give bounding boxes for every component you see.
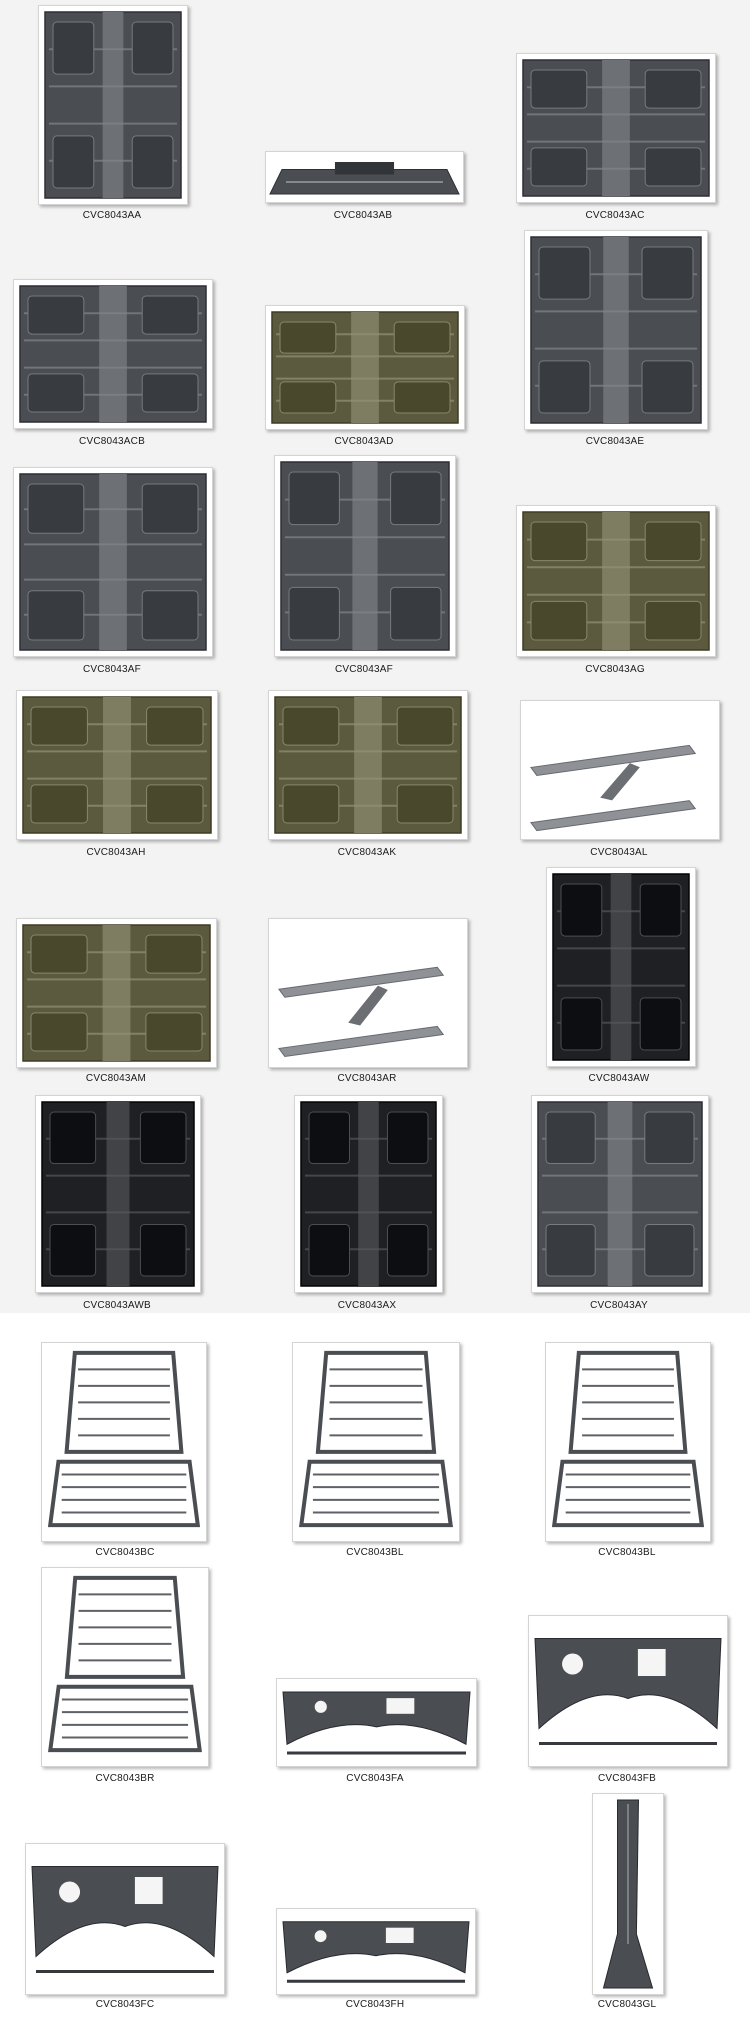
product-image[interactable] [516,53,716,203]
product-sku[interactable]: CVC8043AE [585,436,645,447]
product-image[interactable] [592,1793,664,1995]
product-image[interactable] [294,1095,443,1293]
product-image[interactable] [16,690,218,840]
product-sku[interactable]: CVC8043AA [82,210,142,221]
product-image[interactable] [268,918,468,1068]
product-sku[interactable]: CVC8043GL [597,1999,657,2010]
product-image[interactable] [524,230,708,430]
product-image[interactable] [545,1342,711,1542]
product-image[interactable] [16,918,217,1068]
product-sku[interactable]: CVC8043AR [337,1073,397,1084]
part-illustration [42,1568,208,1766]
product-sku[interactable]: CVC8043AH [86,847,146,858]
part-illustration [532,1096,708,1292]
part-illustration [529,1616,727,1766]
product-sku[interactable]: CVC8043AWB [83,1300,151,1311]
product-sku[interactable]: CVC8043AG [585,664,645,675]
product-image[interactable] [276,1678,477,1767]
part-illustration [14,468,212,656]
product-sku[interactable]: CVC8043AY [590,1300,648,1311]
product-image[interactable] [41,1342,207,1542]
product-image[interactable] [520,700,720,840]
product-image[interactable] [265,151,464,203]
part-illustration [547,868,695,1066]
product-image[interactable] [268,690,468,840]
part-illustration [266,306,464,429]
part-illustration [277,1909,475,1994]
product-image[interactable] [35,1095,201,1293]
product-image[interactable] [546,867,696,1067]
part-illustration [521,701,719,839]
product-image[interactable] [274,455,456,657]
product-image[interactable] [531,1095,709,1293]
product-sku[interactable]: CVC8043FB [598,1773,656,1784]
part-illustration [525,231,707,429]
product-sku[interactable]: CVC8043AL [590,847,648,858]
part-illustration [266,152,463,202]
part-illustration [295,1096,442,1292]
product-image[interactable] [13,279,213,429]
product-sku[interactable]: CVC8043FA [346,1773,404,1784]
product-image[interactable] [528,1615,728,1767]
part-illustration [17,691,217,839]
product-sku[interactable]: CVC8043AF [335,664,393,675]
part-illustration [593,1794,663,1994]
product-sku[interactable]: CVC8043BR [95,1773,155,1784]
product-sku[interactable]: CVC8043FH [345,1999,405,2010]
product-sku[interactable]: CVC8043AF [83,664,141,675]
product-image[interactable] [265,305,465,430]
product-image[interactable] [13,467,213,657]
product-sku[interactable]: CVC8043ACB [79,436,145,447]
part-illustration [275,456,455,656]
part-illustration [42,1343,206,1541]
product-image[interactable] [276,1908,476,1995]
product-image[interactable] [41,1567,209,1767]
product-sku[interactable]: CVC8043AW [588,1073,650,1084]
part-illustration [269,691,467,839]
product-image[interactable] [38,5,188,205]
part-illustration [269,919,467,1067]
product-sku[interactable]: CVC8043BL [598,1547,656,1558]
part-illustration [36,1096,200,1292]
part-illustration [293,1343,459,1541]
product-sku[interactable]: CVC8043AM [85,1073,147,1084]
product-sku[interactable]: CVC8043AK [337,847,397,858]
part-illustration [26,1844,224,1994]
part-illustration [546,1343,710,1541]
product-sku[interactable]: CVC8043AX [337,1300,397,1311]
part-illustration [517,506,715,656]
product-image[interactable] [292,1342,460,1542]
product-sku[interactable]: CVC8043BL [346,1547,404,1558]
part-illustration [17,919,216,1067]
product-sku[interactable]: CVC8043AB [333,210,393,221]
part-illustration [277,1679,476,1766]
product-image[interactable] [516,505,716,657]
part-illustration [14,280,212,428]
product-sku[interactable]: CVC8043FC [95,1999,155,2010]
product-sku[interactable]: CVC8043BC [95,1547,155,1558]
part-illustration [517,54,715,202]
product-sku[interactable]: CVC8043AC [585,210,645,221]
product-image[interactable] [25,1843,225,1995]
product-sku[interactable]: CVC8043AD [334,436,394,447]
part-illustration [39,6,187,204]
